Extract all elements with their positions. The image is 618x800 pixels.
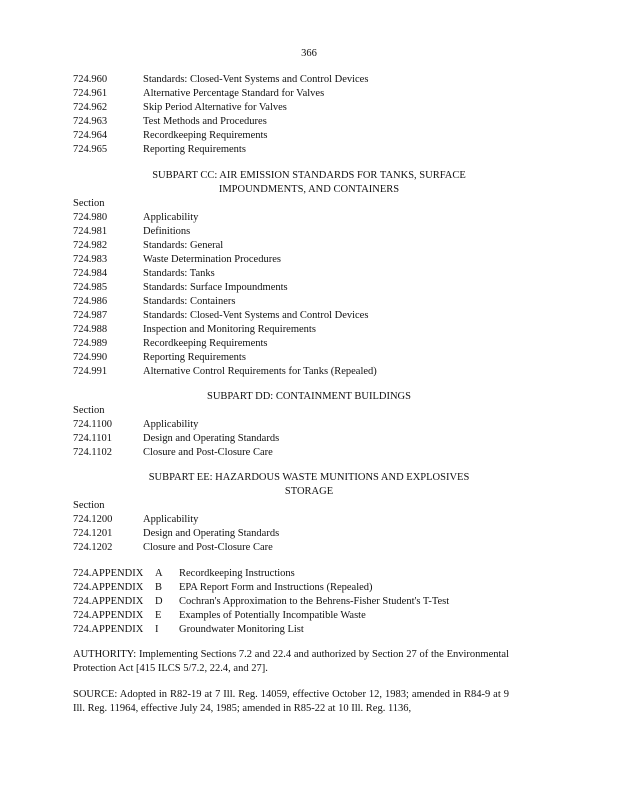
section-number: 724.982 <box>73 240 108 251</box>
section-title: Test Methods and Procedures <box>143 116 267 127</box>
appendix-title: EPA Report Form and Instructions (Repealed) <box>179 582 373 593</box>
appendix-number: 724.APPENDIX <box>73 610 144 621</box>
subpart-ee-heading-line2: STORAGE <box>284 486 334 497</box>
subpart-cc-heading-line2: IMPOUNDMENTS, AND CONTAINERS <box>218 184 400 195</box>
section-number: 724.987 <box>73 310 108 321</box>
appendix-letter: B <box>155 582 163 593</box>
section-title: Design and Operating Standards <box>143 528 280 539</box>
section-number: 724.980 <box>73 212 108 223</box>
section-number: 724.991 <box>73 366 108 377</box>
subpart-cc-heading: SUBPART CC: AIR EMISSION STANDARDS FOR TANKS, SURFACE <box>152 170 466 181</box>
section-title: Standards: Tanks <box>143 268 215 279</box>
appendix-letter: D <box>155 596 163 607</box>
section-title: Standards: General <box>143 240 224 251</box>
section-number: 724.986 <box>73 296 108 307</box>
authority-note: AUTHORITY: Implementing Sections 7.2 and 22.4 and authorized by Section 27 of the Environmental Protection Act [415 ILCS 5/7.2, 22.4, and 27]. <box>73 649 509 674</box>
appendix-letter: I <box>155 624 159 635</box>
section-number: 724.985 <box>73 282 108 293</box>
section-title: Reporting Requirements <box>143 352 246 363</box>
section-number: 724.965 <box>73 144 108 155</box>
section-title: Standards: Closed-Vent Systems and Control Devices <box>143 310 369 321</box>
section-number: 724.984 <box>73 268 108 279</box>
section-title: Closure and Post-Closure Care <box>143 447 273 458</box>
section-title: Applicability <box>143 514 199 525</box>
section-label: Section <box>73 500 105 511</box>
section-number: 724.1200 <box>73 514 113 525</box>
appendix-number: 724.APPENDIX <box>73 596 144 607</box>
section-title: Closure and Post-Closure Care <box>143 542 273 553</box>
page-number: 366 <box>301 48 317 59</box>
section-title: Applicability <box>143 212 199 223</box>
appendix-letter: A <box>155 568 163 579</box>
section-number: 724.989 <box>73 338 108 349</box>
section-title: Recordkeeping Requirements <box>143 338 268 349</box>
appendix-number: 724.APPENDIX <box>73 624 144 635</box>
section-number: 724.1100 <box>73 419 112 430</box>
section-number: 724.983 <box>73 254 108 265</box>
section-title: Design and Operating Standards <box>143 433 280 444</box>
subpart-dd-heading: SUBPART DD: CONTAINMENT BUILDINGS <box>207 391 411 402</box>
appendix-number: 724.APPENDIX <box>73 582 144 593</box>
section-number: 724.1202 <box>73 542 113 553</box>
section-title: Standards: Closed-Vent Systems and Control Devices <box>143 74 369 85</box>
appendix-letter: E <box>155 610 162 621</box>
appendix-title: Cochran's Approximation to the Behrens-Fisher Student's T-Test <box>179 596 450 607</box>
appendix-number: 724.APPENDIX <box>73 568 144 579</box>
source-note: SOURCE: Adopted in R82-19 at 7 Ill. Reg. 14059, effective October 12, 1983; amended in R84-9 at 9 Ill. Reg. 11964, effective July 24, 1985; amended in R85-22 at 10 Ill. Reg. 1136, <box>73 689 509 714</box>
section-number: 724.988 <box>73 324 108 335</box>
section-label: Section <box>73 198 105 209</box>
section-title: Applicability <box>143 419 199 430</box>
appendix-title: Groundwater Monitoring List <box>179 624 304 635</box>
appendix-title: Examples of Potentially Incompatible Waste <box>179 610 366 621</box>
section-number: 724.981 <box>73 226 108 237</box>
section-title: Standards: Containers <box>143 296 236 307</box>
section-title: Waste Determination Procedures <box>143 254 281 265</box>
section-title: Skip Period Alternative for Valves <box>143 102 287 113</box>
section-number: 724.960 <box>73 74 108 85</box>
appendix-title: Recordkeeping Instructions <box>179 568 295 579</box>
section-number: 724.962 <box>73 102 108 113</box>
subpart-ee-heading: SUBPART EE: HAZARDOUS WASTE MUNITIONS AND EXPLOSIVES <box>148 472 470 483</box>
section-number: 724.1102 <box>73 447 112 458</box>
section-number: 724.1201 <box>73 528 113 539</box>
section-title: Definitions <box>143 226 191 237</box>
section-title: Alternative Control Requirements for Tanks (Repealed) <box>143 366 377 377</box>
section-title: Inspection and Monitoring Requirements <box>143 324 316 335</box>
section-number: 724.963 <box>73 116 108 127</box>
section-label: Section <box>73 405 105 416</box>
section-title: Alternative Percentage Standard for Valves <box>143 88 325 99</box>
section-number: 724.990 <box>73 352 108 363</box>
section-title: Standards: Surface Impoundments <box>143 282 288 293</box>
section-title: Recordkeeping Requirements <box>143 130 268 141</box>
section-number: 724.1101 <box>73 433 112 444</box>
section-number: 724.964 <box>73 130 108 141</box>
section-title: Reporting Requirements <box>143 144 246 155</box>
section-number: 724.961 <box>73 88 108 99</box>
